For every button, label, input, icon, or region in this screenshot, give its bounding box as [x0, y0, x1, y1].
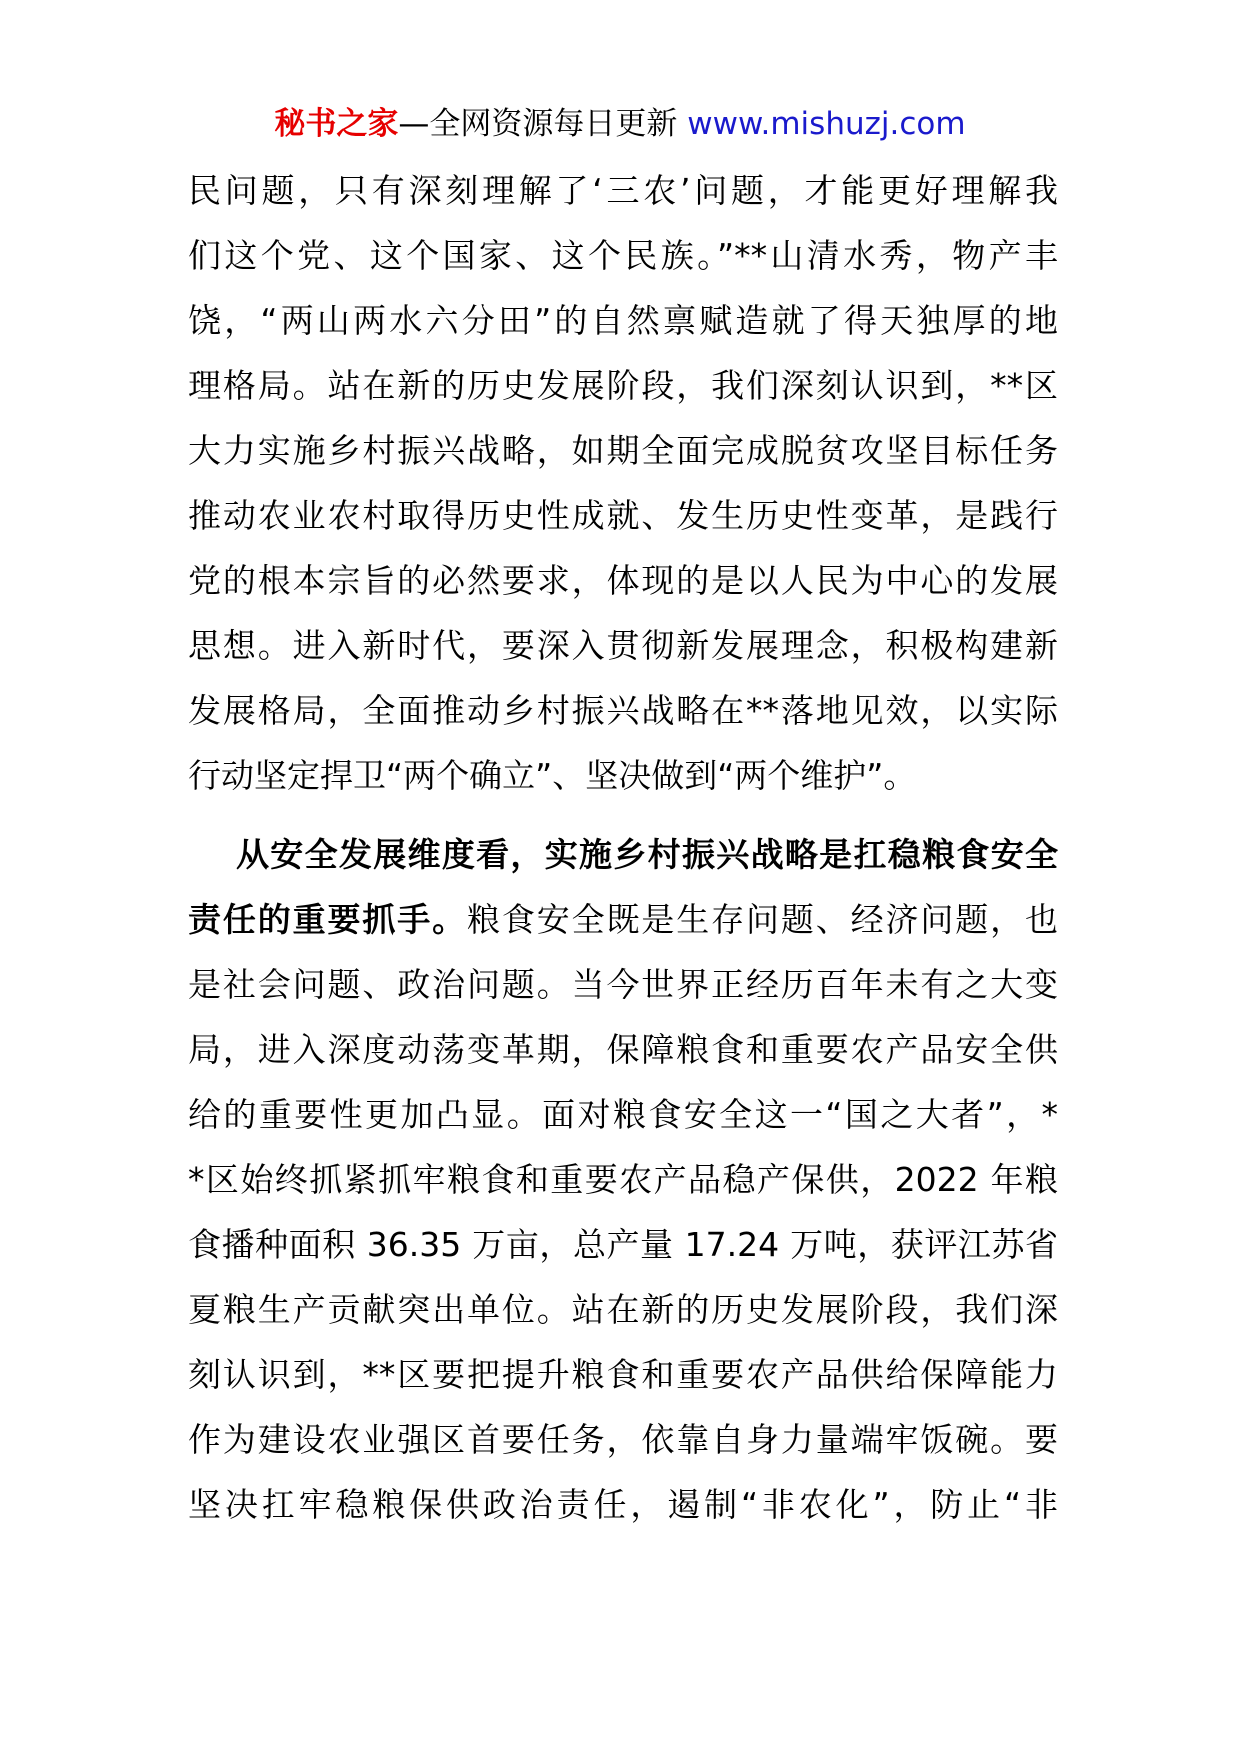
text-line: 给的重要性更加凸显。面对粮食安全这一“国之大者”，*: [188, 1095, 1058, 1134]
paragraph-2: [188, 822, 1058, 1537]
text-line: 饶，“两山两水六分田”的自然禀赋造就了得天独厚的地: [188, 301, 1058, 340]
text-line: 刻认识到，**区要把提升粮食和重要农产品供给保障能力: [188, 1355, 1058, 1394]
website-link[interactable]: www.mishuzj.com: [687, 106, 966, 142]
paragraph-heading: 从安全发展维度看，实施乡村振兴战略是扛稳粮食安全: [236, 835, 1058, 874]
page-header: [0, 102, 1240, 146]
text-line: 是社会问题、政治问题。当今世界正经历百年未有之大变: [188, 965, 1058, 1004]
text-segment: 粮食安全既是生存问题、经济问题，也: [467, 900, 1058, 939]
brand-name: 秘书之家: [274, 106, 399, 142]
paragraph-1: [188, 158, 1058, 808]
text-line: 发展格局，全面推动乡村振兴战略在**落地见效，以实际: [188, 691, 1058, 730]
text-line: 党的根本宗旨的必然要求，体现的是以人民为中心的发展: [188, 561, 1058, 600]
text-line: [188, 887, 1058, 952]
text-line: 坚决扛牢稳粮保供政治责任，遏制“非农化”，防止“非: [188, 1485, 1058, 1524]
text-line: 思想。进入新时代，要深入贯彻新发展理念，积极构建新: [188, 626, 1058, 665]
text-line: 大力实施乡村振兴战略，如期全面完成脱贫攻坚目标任务: [188, 431, 1058, 470]
text-line: 推动农业农村取得历史性成就、发生历史性变革，是践行: [188, 496, 1058, 535]
text-line: 民问题，只有深刻理解了‘三农’问题，才能更好理解我: [188, 171, 1058, 210]
text-line: 食播种面积 36.35 万亩，总产量 17.24 万吨，获评江苏省: [188, 1225, 1058, 1264]
text-line: 理格局。站在新的历史发展阶段，我们深刻认识到，**区: [188, 366, 1058, 405]
text-line: 行动坚定捍卫“两个确立”、坚决做到“两个维护”。: [188, 756, 917, 795]
document-body: [188, 158, 1058, 1537]
text-line: 夏粮生产贡献突出单位。站在新的历史发展阶段，我们深: [188, 1290, 1058, 1329]
text-line: 局，进入深度动荡变革期，保障粮食和重要农产品安全供: [188, 1030, 1058, 1069]
text-line: 作为建设农业强区首要任务，依靠自身力量端牢饭碗。要: [188, 1420, 1058, 1459]
text-line: *区始终抓紧抓牢粮食和重要农产品稳产保供，2022 年粮: [188, 1160, 1058, 1199]
text-line: 们这个党、这个国家、这个民族。”**山清水秀，物产丰: [188, 236, 1058, 275]
header-slogan: —全网资源每日更新: [398, 106, 688, 142]
paragraph-heading-end: 责任的重要抓手。: [188, 900, 467, 939]
